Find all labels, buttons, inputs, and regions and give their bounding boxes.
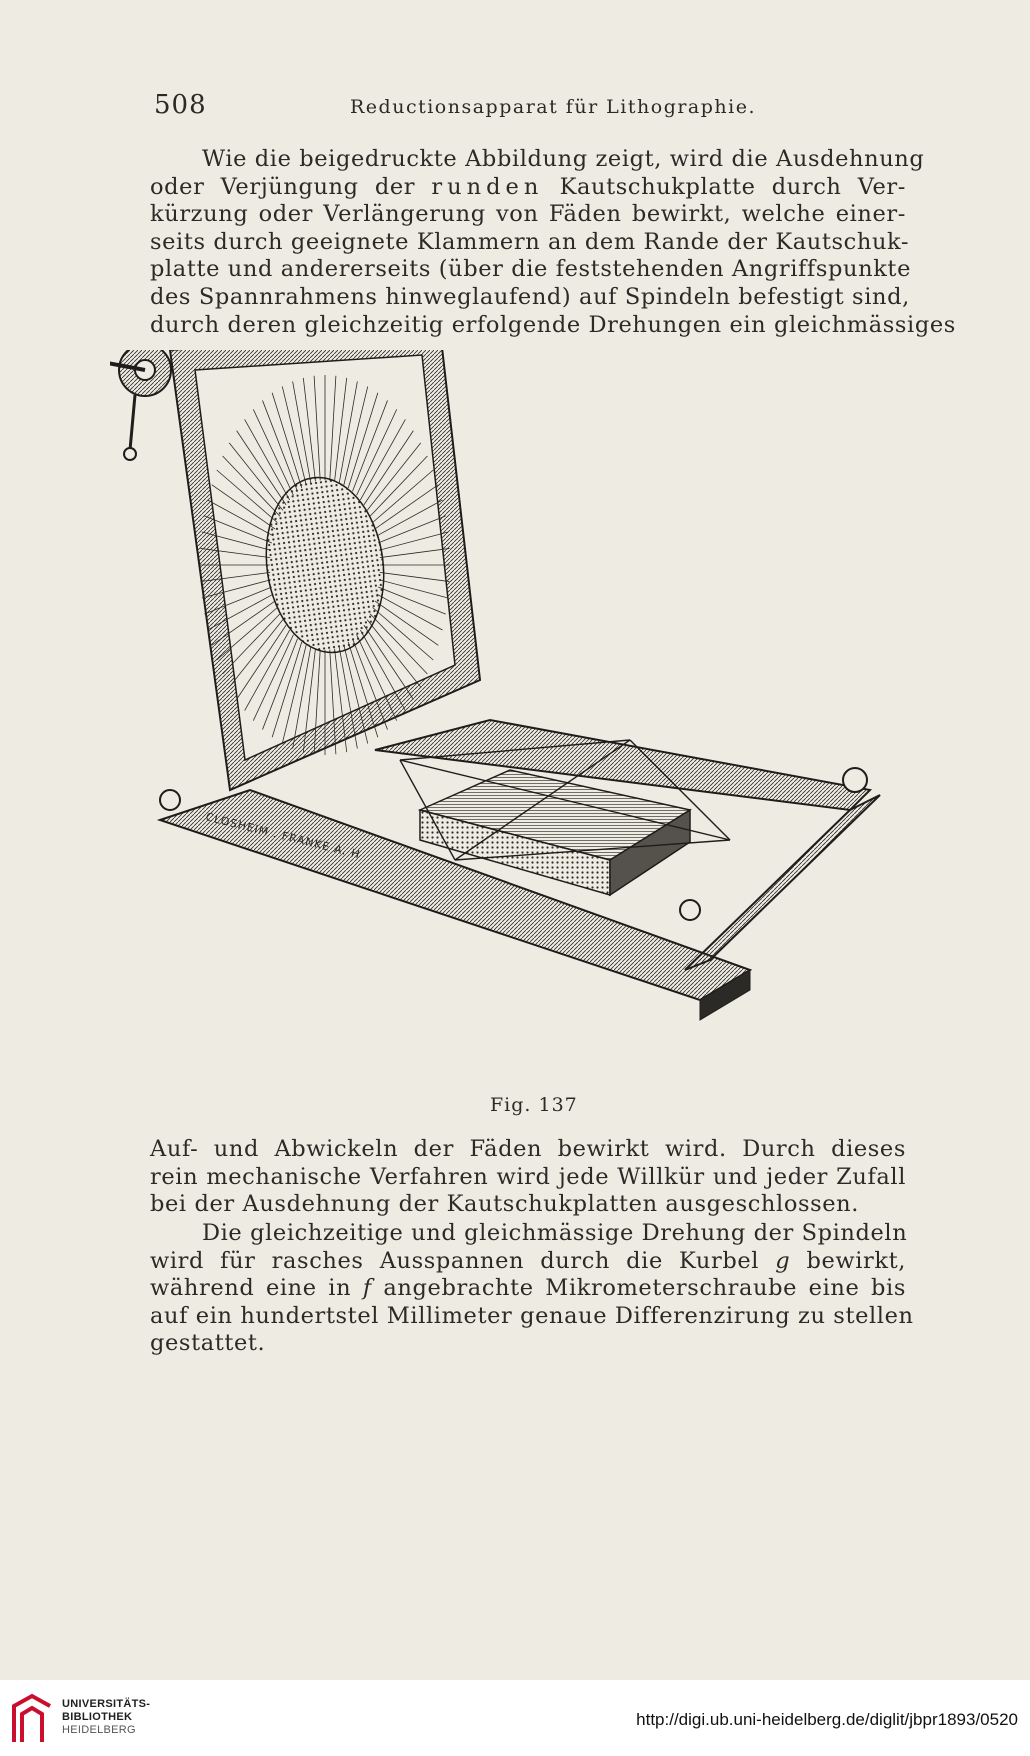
text-line: bei der Ausdehnung der Kautschukplatten ausgeschlossen. (150, 1191, 860, 1218)
text-line: des Spannrahmens hinweglaufend) auf Spindeln befestigt sind, (150, 283, 910, 310)
symbol-g: g (775, 1247, 791, 1274)
university-library-logo-icon (10, 1692, 54, 1746)
footer-bar (0, 1680, 1030, 1756)
text-line: wird für rasches Ausspannen durch die Kurbel g bewirkt, (150, 1247, 906, 1274)
text-line: Die gleichzeitige und gleichmässige Drehung der Spindeln (202, 1220, 908, 1246)
text-line: während eine in f angebrachte Mikrometerschraube eine bis (150, 1275, 906, 1302)
running-title: Reductionsapparat für Lithographie. (350, 96, 757, 118)
text-line: kürzung oder Verlängerung von Fäden bewirkt, welche einer- (150, 201, 906, 228)
paragraph-1 (150, 146, 956, 339)
symbol-f: f (362, 1275, 372, 1302)
text-line: durch deren gleichzeitig erfolgende Drehungen ein gleichmässiges (150, 311, 956, 338)
library-name: UNIVERSITÄTS- BIBLIOTHEK HEIDELBERG (62, 1698, 151, 1736)
text-line: platte und andererseits (über die feststehenden Angriffspunkte (150, 256, 911, 283)
paragraph-2 (150, 1136, 906, 1219)
crank-mechanism (110, 350, 171, 460)
paragraph-3 (150, 1220, 914, 1358)
figure-caption: Fig. 137 (490, 1094, 578, 1116)
text-line: Wie die beigedruckte Abbildung zeigt, wird die Ausdehnung (202, 146, 925, 172)
source-url-link[interactable]: http://digi.ub.uni-heidelberg.de/diglit/jbpr1893/0520 (636, 1710, 1018, 1729)
reduction-apparatus-illustration (110, 350, 990, 1120)
text-line: rein mechanische Verfahren wird jede Willkür und jeder Zufall (150, 1163, 906, 1190)
text-line: oder Verjüngung der runden Kautschukplatte durch Ver- (150, 173, 906, 200)
stretching-frame (170, 350, 480, 790)
text-line: auf ein hundertstel Millimeter genaue Differenzirung zu stellen (150, 1302, 914, 1329)
page-number: 508 (154, 90, 207, 120)
engraver-signature: CLOSHEIM . FRANKE A. H (204, 810, 362, 862)
text-line: gestattet. (150, 1330, 266, 1357)
text-line: Auf- und Abwickeln der Fäden bewirkt wird. Durch dieses (150, 1136, 906, 1162)
emphasized-word: runden (431, 173, 544, 200)
text-line: seits durch geeignete Klammern an dem Rande der Kautschuk- (150, 228, 910, 255)
